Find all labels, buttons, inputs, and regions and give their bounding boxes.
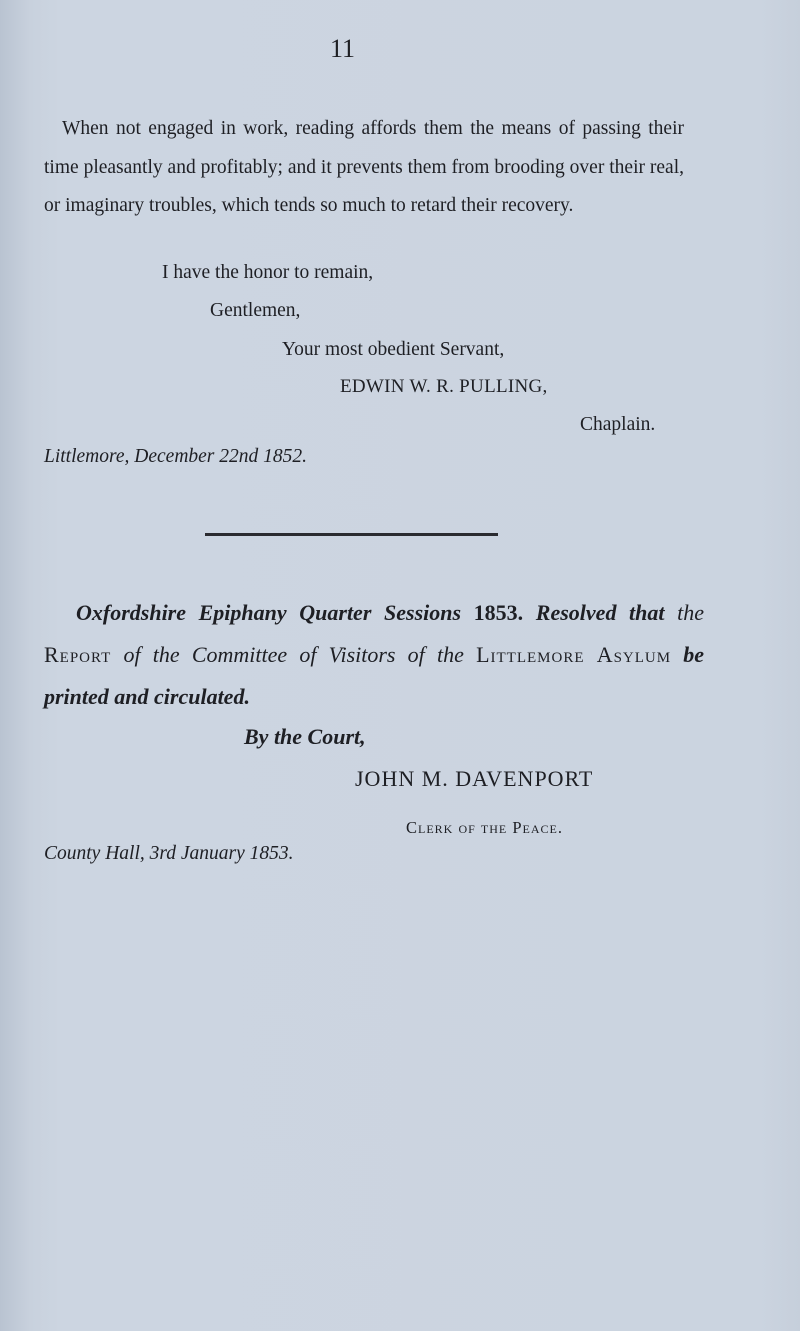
letter-place-date: Littlemore, December 22nd 1852. (44, 446, 308, 467)
clerk-title: Clerk of the Peace. (406, 818, 564, 837)
resolution-place-date: County Hall, 3rd January 1853. (44, 843, 294, 864)
resolution-asylum: Asylum (596, 642, 672, 667)
resolution-resolved: Resolved that (535, 600, 665, 625)
resolution-printed: be printed and circulated. (44, 642, 705, 709)
resolution-sessions: Oxfordshire Epiphany Quarter Sessions (76, 600, 462, 625)
resolution-committee: of the Committee of Visitors of the (123, 642, 464, 667)
signature-name: EDWIN W. R. PULLING, (340, 376, 548, 397)
body-paragraph: When not engaged in work, reading affords them the means of passing their time pleasantly and profitably; and it prevents them from brooding over their real, or imaginary troubles, which tends so much to retard their recovery. (44, 118, 684, 216)
by-the-court: By the Court, (244, 724, 366, 749)
resolution-report: Report (44, 642, 112, 667)
section-divider (205, 533, 498, 536)
closing-line-salutation: Gentlemen, (210, 300, 301, 321)
closing-line-remain: I have the honor to remain, (162, 262, 374, 283)
resolution-year: 1853. (473, 600, 524, 625)
closing-line-servant: Your most obedient Servant, (282, 339, 505, 360)
clerk-name: JOHN M. DAVENPORT (355, 766, 594, 791)
resolution-paragraph (44, 592, 704, 718)
signature-title: Chaplain. (580, 414, 656, 435)
resolution-littlemore: Littlemore (476, 642, 585, 667)
resolution-the: the (677, 600, 705, 625)
page-number: 11 (330, 34, 356, 63)
